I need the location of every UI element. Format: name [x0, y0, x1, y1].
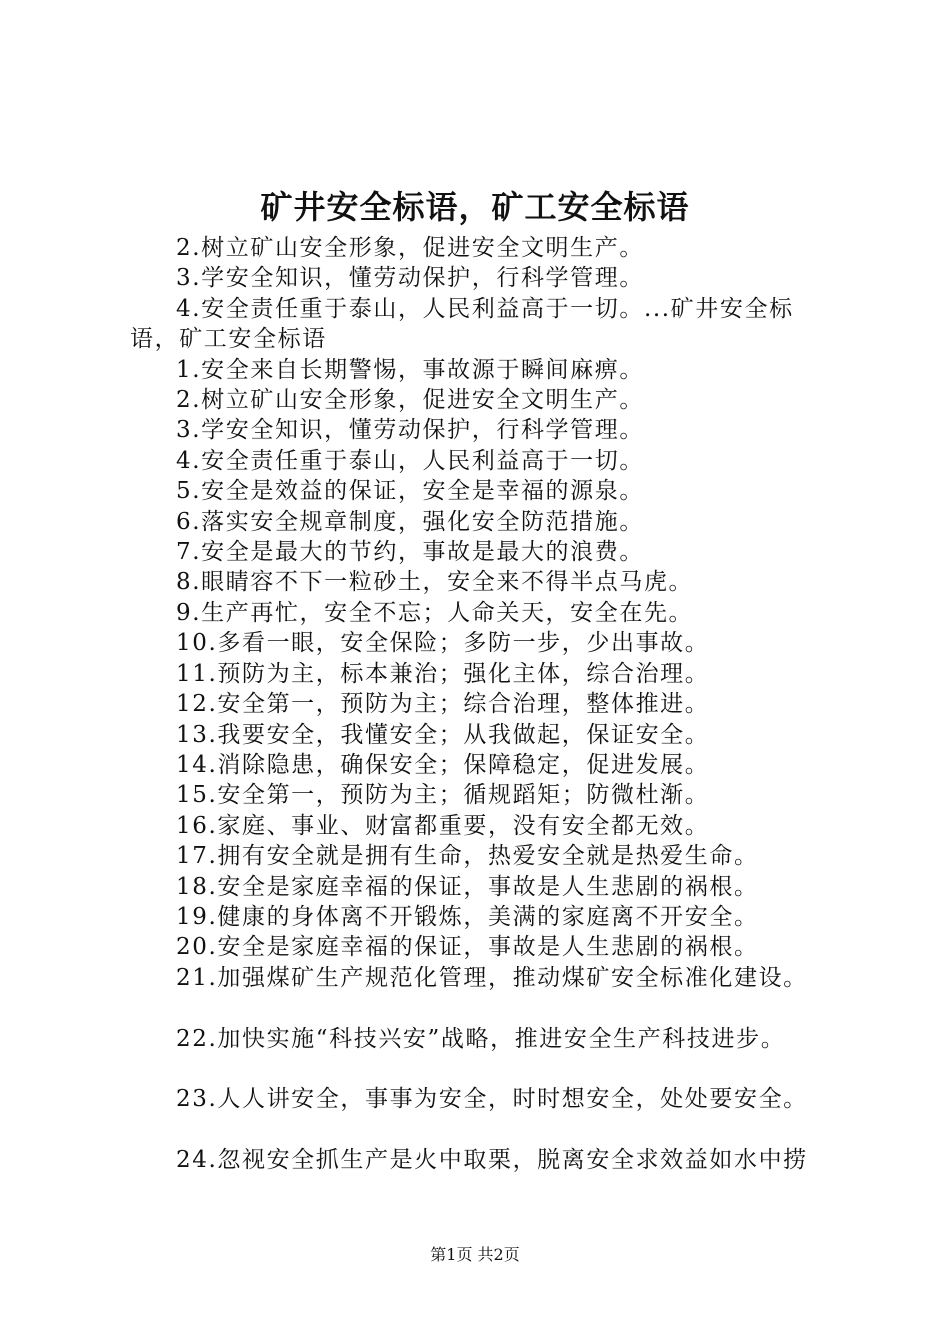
- slogan-paragraph: 12.安全第一，预防为主；综合治理，整体推进。: [176, 691, 710, 718]
- slogan-paragraph: 23.人人讲安全，事事为安全，时时想安全，处处要安全。: [176, 1086, 808, 1113]
- document-title: 矿井安全标语，矿工安全标语: [260, 188, 690, 226]
- slogan-paragraph: 21.加强煤矿生产规范化管理，推动煤矿安全标准化建设。: [176, 964, 808, 991]
- slogan-paragraph: 8.眼睛容不下一粒砂土，安全来不得半点马虎。: [176, 569, 694, 596]
- slogan-paragraph: 16.家庭、事业、财富都重要，没有安全都无效。: [176, 812, 710, 839]
- slogan-paragraph: 19.健康的身体离不开锻炼，美满的家庭离不开安全。: [176, 903, 759, 930]
- slogan-paragraph: 3.学安全知识，懂劳动保护，行科学管理。: [176, 417, 644, 444]
- slogan-paragraph: 15.安全第一，预防为主；循规蹈矩；防微杜渐。: [176, 782, 710, 809]
- slogan-paragraph: 7.安全是最大的节约，事故是最大的浪费。: [176, 539, 644, 566]
- slogan-paragraph: 10.多看一眼，安全保险；多防一步，少出事故。: [176, 630, 710, 657]
- document-body: [130, 233, 830, 1176]
- slogan-paragraph: 24.忽视安全抓生产是火中取栗，脱离安全求效益如水中捞: [176, 1147, 808, 1174]
- slogan-paragraph: 22.加快实施“科技兴安”战略，推进安全生产科技进步。: [176, 1025, 786, 1052]
- slogan-paragraph: 4.安全责任重于泰山，人民利益高于一切。...矿井安全标语，矿工安全标语: [130, 295, 794, 353]
- slogan-paragraph: 14.消除隐患，确保安全；保障稳定，促进发展。: [176, 751, 710, 778]
- page-footer: 第1页 共2页: [430, 1245, 520, 1264]
- slogan-paragraph: 18.安全是家庭幸福的保证，事故是人生悲剧的祸根。: [176, 873, 759, 900]
- slogan-paragraph: 1.安全来自长期警惕，事故源于瞬间麻痹。: [176, 356, 644, 383]
- slogan-paragraph: 17.拥有安全就是拥有生命，热爱安全就是热爱生命。: [176, 843, 759, 870]
- slogan-paragraph: 11.预防为主，标本兼治；强化主体，综合治理。: [176, 660, 710, 687]
- slogan-paragraph: 2.树立矿山安全形象，促进安全文明生产。: [176, 235, 644, 261]
- slogan-paragraph: 13.我要安全，我懂安全；从我做起，保证安全。: [176, 721, 710, 748]
- slogan-paragraph: 9.生产再忙，安全不忘；人命关天，安全在先。: [176, 599, 694, 626]
- slogan-paragraph: 3.学安全知识，懂劳动保护，行科学管理。: [176, 265, 644, 292]
- slogan-paragraph: 6.落实安全规章制度，强化安全防范措施。: [176, 508, 644, 535]
- slogan-paragraph: 4.安全责任重于泰山，人民利益高于一切。: [176, 447, 644, 474]
- slogan-paragraph: 2.树立矿山安全形象，促进安全文明生产。: [176, 387, 644, 414]
- slogan-paragraph: 5.安全是效益的保证，安全是幸福的源泉。: [176, 478, 644, 505]
- slogan-paragraph: 20.安全是家庭幸福的保证，事故是人生悲剧的祸根。: [176, 934, 759, 961]
